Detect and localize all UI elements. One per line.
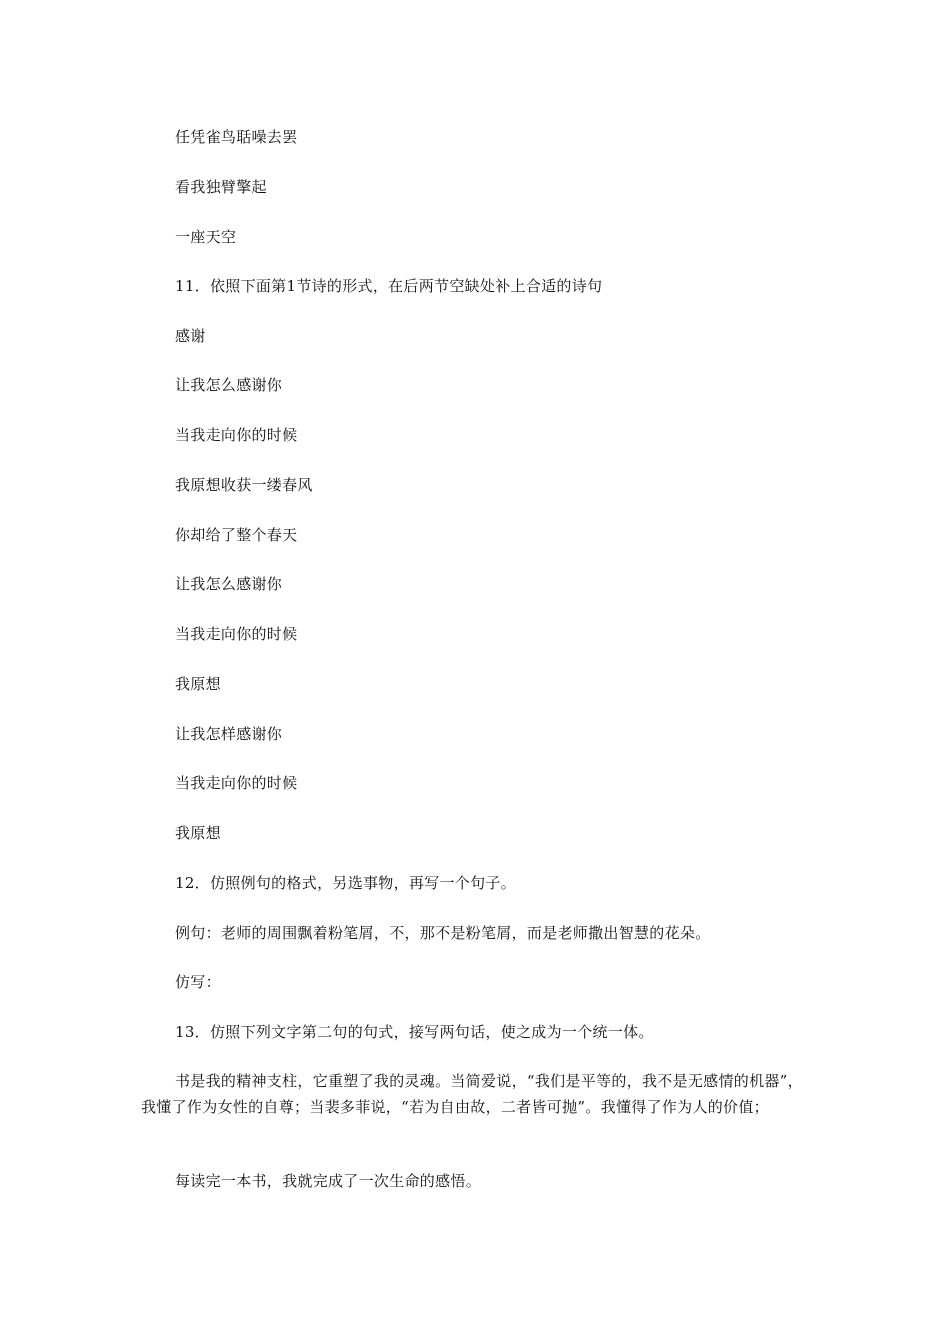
question-13: 13．仿照下列文字第二句的句式，接写两句话，使之成为一个统一体。 — [175, 1023, 654, 1041]
question-12: 12．仿照例句的格式，另选事物，再写一个句子。 — [175, 874, 516, 892]
passage-paragraph: 书是我的精神支柱，它重塑了我的灵魂。当简爱说，“我们是平等的，我不是无感情的机器”，我懂了作为女性的自尊；当裴多菲说，“若为自由故，二者皆可抛”。我懂得了作为人的价值； — [141, 1072, 803, 1116]
poem-line: 你却给了整个春天 — [175, 526, 298, 544]
example-sentence: 例句：老师的周围飘着粉笔屑，不，那不是粉笔屑，而是老师撒出智慧的花朵。 — [175, 924, 711, 942]
poem-line: 我原想 — [175, 675, 221, 693]
poem-line: 我原想 — [175, 824, 221, 842]
poem-line: 当我走向你的时候 — [175, 426, 298, 444]
poem-title: 感谢 — [175, 327, 206, 345]
poem-line: 一座天空 — [175, 228, 237, 246]
poem-line: 看我独臂擎起 — [175, 178, 267, 196]
poem-line: 我原想收获一缕春风 — [175, 476, 313, 494]
poem-line: 任凭雀鸟聒噪去罢 — [175, 128, 298, 146]
passage-last-line: 每读完一本书，我就完成了一次生命的感悟。 — [175, 1172, 482, 1190]
poem-line: 让我怎样感谢你 — [175, 725, 283, 743]
poem-line: 让我怎么感谢你 — [175, 376, 283, 394]
poem-line: 当我走向你的时候 — [175, 625, 298, 643]
poem-line: 让我怎么感谢你 — [175, 575, 283, 593]
imitation-label: 仿写： — [175, 973, 221, 991]
question-11: 11．依照下面第1节诗的形式，在后两节空缺处补上合适的诗句 — [175, 277, 603, 295]
poem-line: 当我走向你的时候 — [175, 774, 298, 792]
